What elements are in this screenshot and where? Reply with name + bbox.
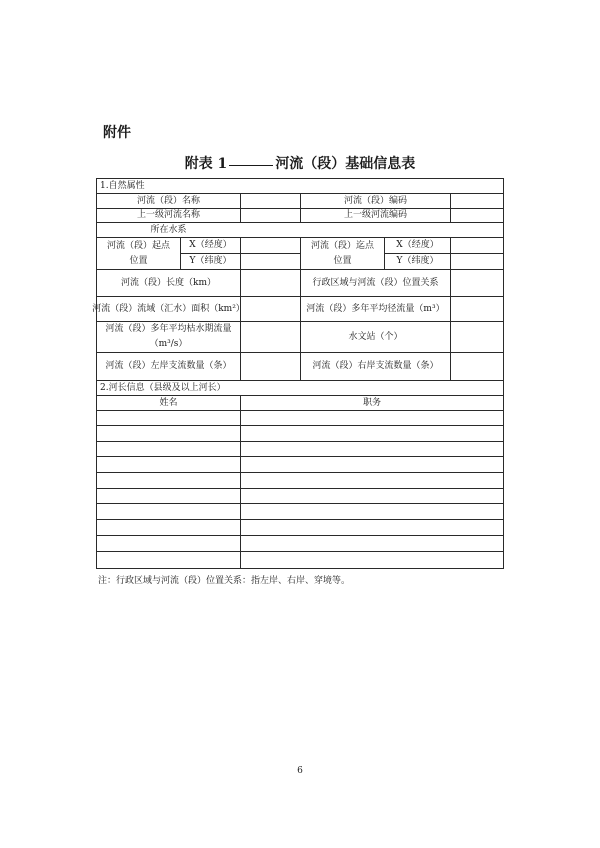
hydro-station-label: 水文站（个）: [348, 331, 403, 342]
start-x-longitude-label: X（经度）: [189, 240, 232, 251]
water-system-label: 所在水系: [150, 224, 187, 235]
section-river-chief-info: 2.河长信息（县级及以上河长）: [100, 382, 226, 393]
annual-runoff-label: 河流（段）多年平均径流量（m³）: [306, 303, 445, 314]
parent-river-code-label: 上一级河流编码: [343, 210, 407, 221]
footnote: 注：行政区域与河流（段）位置关系：指左岸、右岸、穿境等。: [98, 576, 351, 586]
right-tributaries-label: 河流（段）右岸支流数量（条）: [312, 361, 439, 372]
attachment-heading: 附件: [103, 125, 131, 141]
start-y-latitude-label: Y（纬度）: [189, 256, 232, 267]
river-code-label: 河流（段）编码: [343, 195, 407, 206]
start-point-position-label: 位置: [129, 256, 148, 267]
admin-relation-label: 行政区域与河流（段）位置关系: [312, 277, 439, 288]
column-name-header: 姓名: [159, 397, 178, 408]
start-point-label: 河流（段）起点: [106, 240, 170, 251]
title-prefix: 附表 1: [184, 156, 228, 172]
end-y-latitude-label: Y（纬度）: [396, 256, 439, 267]
column-position-header: 职务: [362, 397, 381, 408]
title-suffix: 河流（段）基础信息表: [275, 156, 416, 172]
page-number: 6: [297, 766, 303, 776]
end-x-longitude-label: X（经度）: [396, 240, 439, 251]
river-length-label: 河流（段）长度（km）: [121, 277, 216, 288]
dry-season-flow-label: 河流（段）多年平均枯水期流量: [105, 324, 232, 335]
left-tributaries-label: 河流（段）左岸支流数量（条）: [105, 361, 232, 372]
dry-season-flow-unit: （m³/s）: [149, 339, 188, 350]
end-point-label: 河流（段）迄点: [310, 240, 374, 251]
parent-river-name-label: 上一级河流名称: [136, 210, 200, 221]
river-name-label: 河流（段）名称: [136, 195, 200, 206]
end-point-position-label: 位置: [333, 256, 352, 267]
basin-area-label: 河流（段）流域（汇水）面积（km²）: [92, 303, 245, 314]
section-natural-attributes: 1.自然属性: [100, 180, 145, 191]
